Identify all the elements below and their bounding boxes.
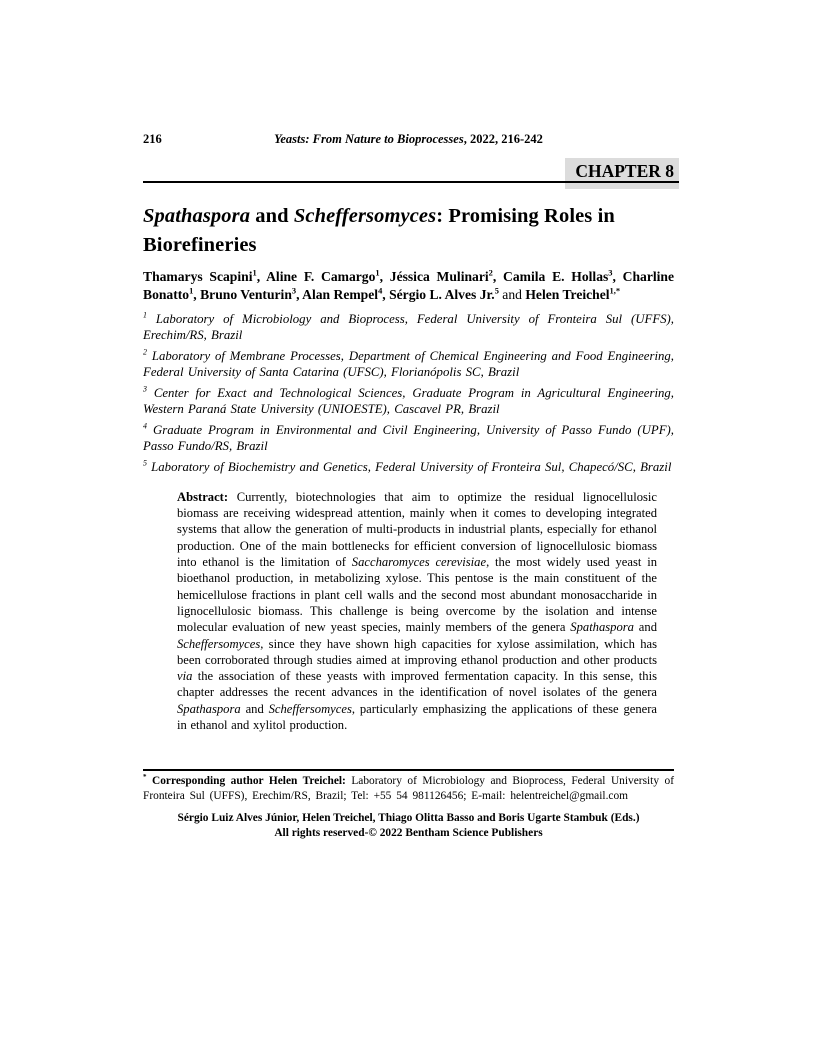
chapter-title: Spathaspora and Scheffersomyces: Promising Roles in Biorefineries <box>143 205 615 256</box>
affiliation-3: $^3$ Center for Exact and Technological Sciences, Graduate Program in Agricultural Engineering, Western Paraná State University (UNIOESTE), Cascavel PR, Brazil <box>143 384 674 417</box>
running-head <box>143 131 674 148</box>
affiliation-5: $^5$ Laboratory of Biochemistry and Genetics, Federal University of Fronteira Sul, Chapecó/SC, Brazil <box>143 458 672 474</box>
abstract-paragraph: Abstract: Currently, biotechnologies that aim to optimize the residual lignocellulosic biomass are receiving widespread attention, mainly when it comes to developing integrated systems that allow the generation of multi-products in industrial plants, especially for ethanol production. One of the main bottlenecks for efficient conversion of lignocellulosic biomass into ethanol is the limitation of Saccharomyces cerevisiae, the most widely used yeast in bioethanol production, in metabolizing xylose. This pentose is the main constituent of the hemicellulose fractions in plant cell walls and the second most abundant monosaccharide in lignocellulosic biomass. This challenge is being overcome by the isolation and intense molecular evaluation of new yeast species, mainly members of the genera Spathaspora and Scheffersomyces, since they have shown high capacities for xylose assimilation, which has been corroborated through studies aimed at improving ethanol production and other products via the association of these yeasts with improved fermentation capacity. In this sense, this chapter addresses the recent advances in the identification of novel isolates of the genera Spathaspora and Scheffersomyces, particularly emphasizing the applications of these genera in ethanol and xylitol production. <box>177 489 658 732</box>
imprint-block <box>143 811 674 840</box>
editors-line: Sérgio Luiz Alves Júnior, Helen Treichel, Thiago Olitta Basso and Boris Ugarte Stambuk (Eds.) <box>177 812 640 825</box>
page-number: 216 <box>143 132 162 146</box>
corresponding-author-note: * Corresponding author Helen Treichel: Laboratory of Microbiology and Bioprocess, Federal University of Fronteira Sul (UFFS), Erechim/RS, Brazil; Tel: +55 54 981126456; E-mail: helentreichel@gmail.com <box>143 773 674 802</box>
affiliation-4: $^4$ Graduate Program in Environmental and Civil Engineering, University of Passo Fundo (UPF), Passo Fundo/RS, Brazil <box>143 421 674 453</box>
chapter-label: CHAPTER 8 <box>565 158 679 189</box>
running-title: Yeasts: From Nature to Bioprocesses, 2022, 216-242 <box>274 132 543 146</box>
footnote-divider <box>143 769 674 771</box>
affiliation-1: $^1$ Laboratory of Microbiology and Bioprocess, Federal University of Fronteira Sul (UFFS), Erechim/RS, Brazil <box>143 310 674 343</box>
chapter-header <box>143 158 674 189</box>
copyright-line: All rights reserved-© 2022 Bentham Science Publishers <box>274 827 543 840</box>
affiliation-2: $^2$ Laboratory of Membrane Processes, Department of Chemical Engineering and Food Engineering, Federal University of Santa Catarina (UFSC), Florianópolis SC, Brazil <box>143 347 674 380</box>
header-rule <box>143 181 679 183</box>
affiliations-block <box>143 311 674 475</box>
authors-line: Thamarys Scapini$^1$, Aline F. Camargo$^1$, Jéssica Mulinari$^2$, Camila E. Hollas$^3$, Charline Bonatto$^1$, Bruno Venturin$^3$, Alan Rempel$^4$, Sérgio L. Alves Jr.$^5$ and Helen Treichel$^{1,*}$ <box>143 267 675 302</box>
page-content <box>143 131 674 841</box>
